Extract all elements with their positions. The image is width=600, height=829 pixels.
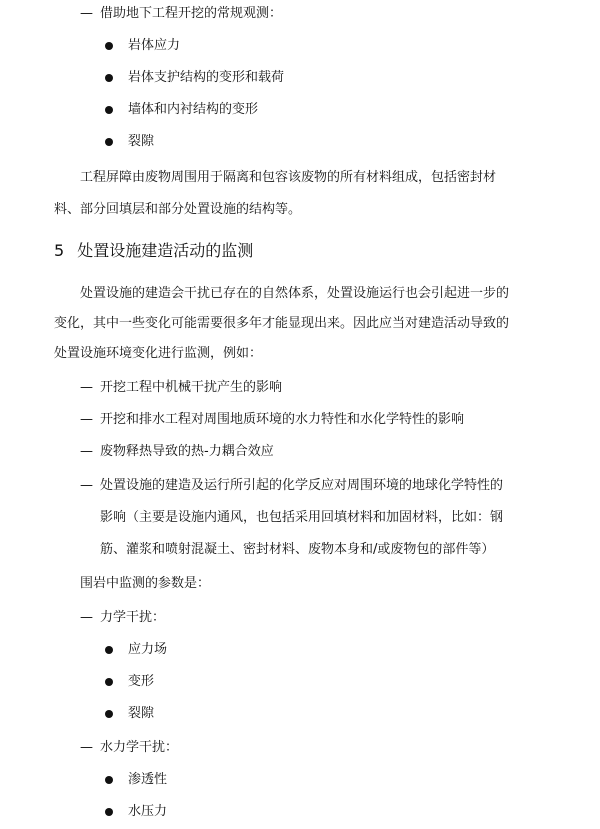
section-heading [54, 240, 253, 262]
bullet-dot [105, 678, 113, 686]
intro-paragraph-line-3: 处置设施环境变化进行监测，例如： [54, 346, 263, 361]
mechanical-bullet-3: 裂隙 [128, 706, 155, 721]
bullet-dot [105, 138, 113, 146]
chemical-item-line-2: 影响（主要是设施内通风，也包括采用回填材料和加固材料，比如：钢 [100, 510, 504, 525]
top-bullet-3: 墙体和内衬结构的变形 [128, 102, 259, 117]
intro-paragraph-line-1: 处置设施的建造会干扰已存在的自然体系，处置设施运行也会引起进一步的 [80, 286, 510, 301]
dash-marker: — [80, 740, 93, 755]
top-bullet-4: 裂隙 [128, 134, 155, 149]
top-dash-item: 借助地下工程开挖的常规观测： [100, 6, 283, 21]
effects-item-1: 开挖工程中机械干扰产生的影响 [100, 380, 283, 395]
dash-marker: — [80, 444, 93, 459]
mechanical-bullet-2: 变形 [128, 674, 155, 689]
params-intro: 围岩中监测的参数是： [80, 576, 211, 591]
effects-item-3: 废物释热导致的热-力耦合效应 [100, 444, 274, 459]
bullet-dot [105, 776, 113, 784]
barrier-paragraph-line-2: 料、部分回填层和部分处置设施的结构等。 [54, 202, 302, 217]
intro-paragraph-line-2: 变化，其中一些变化可能需要很多年才能显现出来。因此应当对建造活动导致的 [54, 316, 510, 331]
mechanical-bullet-1: 应力场 [128, 642, 168, 657]
chemical-item-line-1: 处置设施的建造及运行所引起的化学反应对周围环境的地球化学特性的 [100, 478, 504, 493]
top-bullet-2: 岩体支护结构的变形和载荷 [128, 70, 285, 85]
section-title: 处置设施建造活动的监测 [77, 241, 254, 260]
dash-marker: — [80, 412, 93, 427]
bullet-dot [105, 646, 113, 654]
section-number: 5 [54, 241, 65, 260]
top-bullet-1: 岩体应力 [128, 38, 181, 53]
effects-item-2: 开挖和排水工程对周围地质环境的水力特性和水化学特性的影响 [100, 412, 465, 427]
barrier-paragraph-line-1: 工程屏障由废物周围用于隔离和包容该废物的所有材料组成，包括密封材 [80, 170, 497, 185]
bullet-dot [105, 106, 113, 114]
hydromechanical-label: 水力学干扰： [100, 740, 179, 755]
bullet-dot [105, 808, 113, 816]
dash-marker: — [80, 6, 93, 21]
dash-marker: — [80, 610, 93, 625]
mechanical-label: 力学干扰： [100, 610, 166, 625]
bullet-dot [105, 74, 113, 82]
dash-marker: — [80, 478, 93, 493]
hydromechanical-bullet-1: 渗透性 [128, 772, 168, 787]
bullet-dot [105, 42, 113, 50]
chemical-item-line-3: 筋、灌浆和喷射混凝土、密封材料、废物本身和/或废物包的部件等） [100, 542, 495, 557]
dash-marker: — [80, 380, 93, 395]
bullet-dot [105, 710, 113, 718]
hydromechanical-bullet-2: 水压力 [128, 804, 168, 819]
